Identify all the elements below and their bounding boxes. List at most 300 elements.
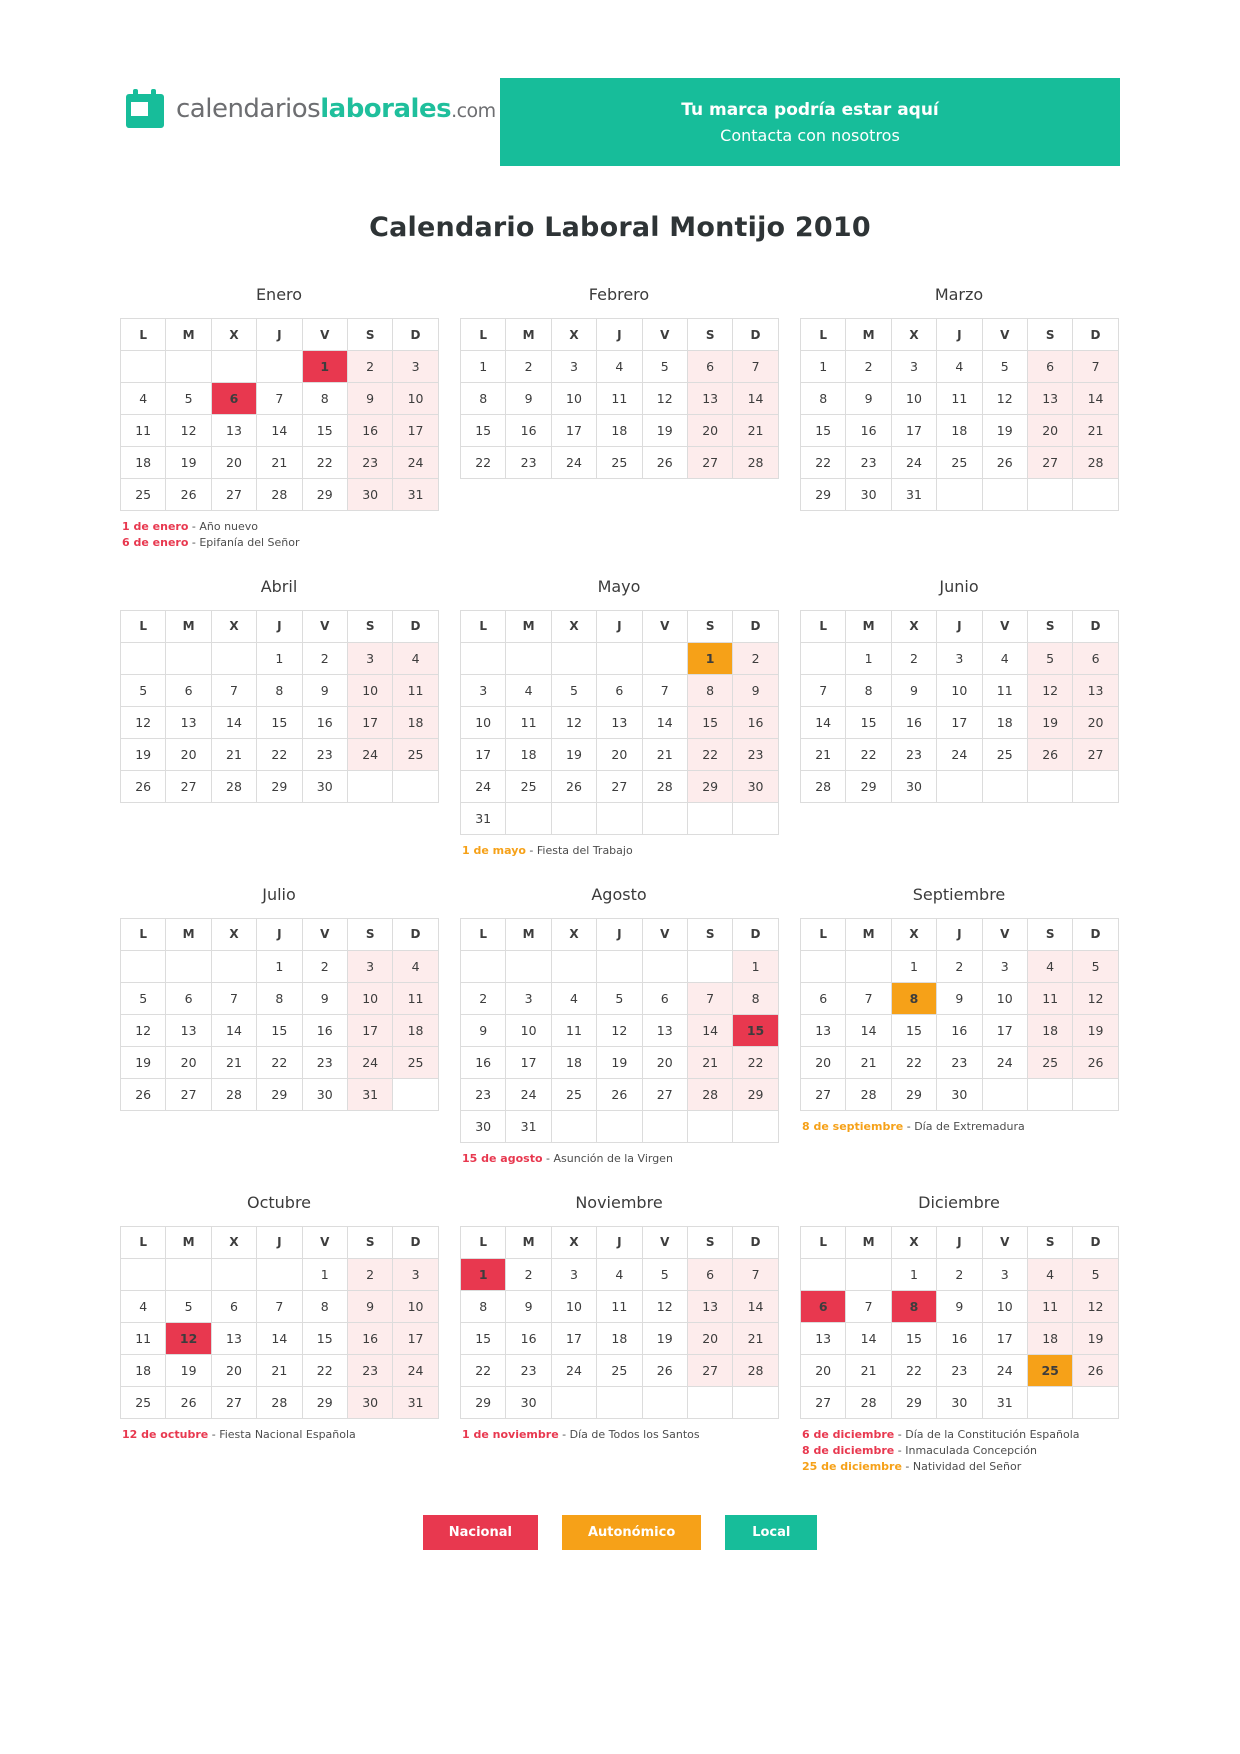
weekend-day-cell[interactable]: 7 [1073,351,1118,383]
day-cell[interactable]: 12 [121,1014,166,1046]
day-cell[interactable]: 16 [302,1014,347,1046]
day-cell[interactable]: 26 [982,447,1027,479]
day-cell[interactable]: 20 [211,447,256,479]
legend-chip-nac[interactable]: Nacional [423,1515,538,1550]
weekend-day-cell[interactable]: 13 [687,383,732,415]
weekend-day-cell[interactable]: 30 [733,770,778,802]
weekend-day-cell[interactable]: 8 [687,674,732,706]
weekend-day-cell[interactable]: 16 [347,415,392,447]
day-cell[interactable]: 2 [937,1258,982,1290]
day-cell[interactable]: 3 [461,674,506,706]
day-cell[interactable]: 10 [506,1014,551,1046]
weekend-day-cell[interactable]: 30 [347,479,392,511]
weekend-day-cell[interactable]: 17 [393,415,438,447]
weekend-day-cell[interactable]: 2 [733,642,778,674]
day-cell[interactable]: 23 [302,738,347,770]
weekend-day-cell[interactable]: 6 [1073,642,1118,674]
day-cell[interactable]: 20 [597,738,642,770]
day-cell[interactable]: 19 [642,1322,687,1354]
day-cell[interactable]: 30 [846,479,891,511]
day-cell[interactable]: 11 [551,1014,596,1046]
day-cell[interactable]: 29 [801,479,846,511]
day-cell[interactable]: 1 [891,950,936,982]
day-cell[interactable]: 16 [846,415,891,447]
day-cell[interactable]: 24 [506,1078,551,1110]
weekend-day-cell[interactable]: 18 [393,706,438,738]
day-cell[interactable]: 16 [937,1322,982,1354]
weekend-day-cell[interactable]: 4 [393,950,438,982]
day-cell[interactable]: 27 [211,479,256,511]
weekend-day-cell[interactable]: 18 [1027,1322,1072,1354]
day-cell[interactable]: 2 [506,351,551,383]
day-cell[interactable]: 29 [302,1386,347,1418]
weekend-day-cell[interactable]: 14 [733,1290,778,1322]
weekend-day-cell[interactable]: 14 [1073,383,1118,415]
weekend-day-cell[interactable]: 29 [687,770,732,802]
day-cell[interactable]: 1 [891,1258,936,1290]
weekend-day-cell[interactable]: 6 [687,1258,732,1290]
day-cell[interactable]: 10 [461,706,506,738]
day-cell[interactable]: 25 [121,479,166,511]
day-cell[interactable]: 22 [257,738,302,770]
day-cell[interactable]: 7 [846,1290,891,1322]
day-cell[interactable]: 5 [121,982,166,1014]
day-cell[interactable]: 20 [801,1046,846,1078]
holiday-day-cell[interactable]: 1 [687,642,732,674]
day-cell[interactable]: 26 [121,1078,166,1110]
day-cell[interactable]: 3 [982,1258,1027,1290]
day-cell[interactable]: 2 [506,1258,551,1290]
weekend-day-cell[interactable]: 12 [1073,982,1118,1014]
day-cell[interactable]: 24 [982,1354,1027,1386]
day-cell[interactable]: 1 [461,351,506,383]
day-cell[interactable]: 12 [982,383,1027,415]
day-cell[interactable]: 31 [891,479,936,511]
weekend-day-cell[interactable]: 14 [687,1014,732,1046]
day-cell[interactable]: 10 [551,383,596,415]
day-cell[interactable]: 16 [461,1046,506,1078]
day-cell[interactable]: 1 [257,642,302,674]
day-cell[interactable]: 4 [597,351,642,383]
day-cell[interactable]: 24 [891,447,936,479]
weekend-day-cell[interactable]: 24 [393,1354,438,1386]
day-cell[interactable]: 18 [982,706,1027,738]
day-cell[interactable]: 27 [597,770,642,802]
day-cell[interactable]: 23 [302,1046,347,1078]
day-cell[interactable]: 9 [937,982,982,1014]
day-cell[interactable]: 11 [937,383,982,415]
day-cell[interactable]: 14 [211,1014,256,1046]
day-cell[interactable]: 11 [506,706,551,738]
day-cell[interactable]: 10 [551,1290,596,1322]
day-cell[interactable]: 4 [506,674,551,706]
day-cell[interactable]: 17 [506,1046,551,1078]
day-cell[interactable]: 15 [302,415,347,447]
day-cell[interactable]: 24 [982,1046,1027,1078]
weekend-day-cell[interactable]: 27 [1027,447,1072,479]
weekend-day-cell[interactable]: 21 [687,1046,732,1078]
day-cell[interactable]: 5 [166,1290,211,1322]
day-cell[interactable]: 15 [801,415,846,447]
day-cell[interactable]: 19 [166,1354,211,1386]
day-cell[interactable]: 9 [891,674,936,706]
weekend-day-cell[interactable]: 5 [1073,1258,1118,1290]
day-cell[interactable]: 30 [461,1110,506,1142]
weekend-day-cell[interactable]: 31 [347,1078,392,1110]
day-cell[interactable]: 11 [121,1322,166,1354]
day-cell[interactable]: 13 [642,1014,687,1046]
legend-chip-aut[interactable]: Autonómico [562,1515,701,1550]
day-cell[interactable]: 20 [801,1354,846,1386]
day-cell[interactable]: 4 [121,1290,166,1322]
day-cell[interactable]: 23 [506,447,551,479]
day-cell[interactable]: 30 [302,770,347,802]
day-cell[interactable]: 3 [551,1258,596,1290]
day-cell[interactable]: 18 [597,1322,642,1354]
day-cell[interactable]: 15 [846,706,891,738]
weekend-day-cell[interactable]: 5 [1027,642,1072,674]
weekend-day-cell[interactable]: 16 [733,706,778,738]
weekend-day-cell[interactable]: 6 [687,351,732,383]
day-cell[interactable]: 6 [642,982,687,1014]
day-cell[interactable]: 16 [506,1322,551,1354]
weekend-day-cell[interactable]: 20 [687,415,732,447]
day-cell[interactable]: 4 [937,351,982,383]
day-cell[interactable]: 7 [257,1290,302,1322]
weekend-day-cell[interactable]: 10 [393,1290,438,1322]
day-cell[interactable]: 23 [891,738,936,770]
day-cell[interactable]: 2 [302,950,347,982]
weekend-day-cell[interactable]: 11 [1027,982,1072,1014]
day-cell[interactable]: 19 [642,415,687,447]
day-cell[interactable]: 14 [846,1322,891,1354]
day-cell[interactable]: 15 [257,706,302,738]
day-cell[interactable]: 24 [461,770,506,802]
day-cell[interactable]: 17 [937,706,982,738]
weekend-day-cell[interactable]: 25 [393,1046,438,1078]
day-cell[interactable]: 9 [302,674,347,706]
day-cell[interactable]: 6 [166,982,211,1014]
weekend-day-cell[interactable]: 20 [687,1322,732,1354]
weekend-day-cell[interactable]: 2 [347,351,392,383]
day-cell[interactable]: 25 [597,447,642,479]
day-cell[interactable]: 29 [257,770,302,802]
day-cell[interactable]: 17 [982,1014,1027,1046]
day-cell[interactable]: 22 [461,1354,506,1386]
day-cell[interactable]: 6 [211,1290,256,1322]
day-cell[interactable]: 20 [166,1046,211,1078]
weekend-day-cell[interactable]: 25 [393,738,438,770]
weekend-day-cell[interactable]: 22 [733,1046,778,1078]
day-cell[interactable]: 13 [801,1014,846,1046]
day-cell[interactable]: 21 [211,1046,256,1078]
day-cell[interactable]: 6 [166,674,211,706]
day-cell[interactable]: 29 [461,1386,506,1418]
day-cell[interactable]: 22 [891,1354,936,1386]
day-cell[interactable]: 21 [642,738,687,770]
day-cell[interactable]: 28 [846,1386,891,1418]
day-cell[interactable]: 11 [597,1290,642,1322]
weekend-day-cell[interactable]: 17 [393,1322,438,1354]
day-cell[interactable]: 21 [257,1354,302,1386]
day-cell[interactable]: 15 [302,1322,347,1354]
day-cell[interactable]: 9 [937,1290,982,1322]
day-cell[interactable]: 20 [211,1354,256,1386]
day-cell[interactable]: 9 [506,1290,551,1322]
day-cell[interactable]: 14 [257,1322,302,1354]
day-cell[interactable]: 1 [801,351,846,383]
weekend-day-cell[interactable]: 15 [687,706,732,738]
day-cell[interactable]: 26 [166,1386,211,1418]
day-cell[interactable]: 8 [846,674,891,706]
holiday-day-cell[interactable]: 25 [1027,1354,1072,1386]
day-cell[interactable]: 8 [461,383,506,415]
day-cell[interactable]: 24 [937,738,982,770]
day-cell[interactable]: 14 [211,706,256,738]
day-cell[interactable]: 23 [461,1078,506,1110]
day-cell[interactable]: 3 [891,351,936,383]
weekend-day-cell[interactable]: 20 [1073,706,1118,738]
day-cell[interactable]: 4 [551,982,596,1014]
weekend-day-cell[interactable]: 16 [347,1322,392,1354]
weekend-day-cell[interactable]: 28 [687,1078,732,1110]
day-cell[interactable]: 3 [506,982,551,1014]
day-cell[interactable]: 21 [211,738,256,770]
day-cell[interactable]: 27 [211,1386,256,1418]
weekend-day-cell[interactable]: 19 [1073,1322,1118,1354]
day-cell[interactable]: 25 [937,447,982,479]
weekend-day-cell[interactable]: 10 [347,982,392,1014]
day-cell[interactable]: 11 [121,415,166,447]
day-cell[interactable]: 20 [642,1046,687,1078]
day-cell[interactable]: 24 [551,447,596,479]
weekend-day-cell[interactable]: 28 [733,447,778,479]
day-cell[interactable]: 20 [166,738,211,770]
weekend-day-cell[interactable]: 14 [733,383,778,415]
weekend-day-cell[interactable]: 13 [1027,383,1072,415]
weekend-day-cell[interactable]: 22 [687,738,732,770]
holiday-day-cell[interactable]: 12 [166,1322,211,1354]
day-cell[interactable]: 5 [121,674,166,706]
day-cell[interactable]: 17 [461,738,506,770]
day-cell[interactable]: 1 [257,950,302,982]
day-cell[interactable]: 1 [302,1258,347,1290]
day-cell[interactable]: 16 [302,706,347,738]
day-cell[interactable]: 12 [597,1014,642,1046]
day-cell[interactable]: 4 [597,1258,642,1290]
day-cell[interactable]: 21 [846,1354,891,1386]
day-cell[interactable]: 13 [211,1322,256,1354]
weekend-day-cell[interactable]: 26 [1073,1354,1118,1386]
day-cell[interactable]: 10 [937,674,982,706]
day-cell[interactable]: 7 [846,982,891,1014]
day-cell[interactable]: 1 [846,642,891,674]
day-cell[interactable]: 29 [891,1386,936,1418]
day-cell[interactable]: 22 [846,738,891,770]
day-cell[interactable]: 27 [166,770,211,802]
day-cell[interactable]: 18 [597,415,642,447]
day-cell[interactable]: 13 [211,415,256,447]
weekend-day-cell[interactable]: 23 [347,1354,392,1386]
weekend-day-cell[interactable]: 9 [347,1290,392,1322]
weekend-day-cell[interactable]: 23 [347,447,392,479]
weekend-day-cell[interactable]: 31 [393,479,438,511]
weekend-day-cell[interactable]: 7 [733,1258,778,1290]
day-cell[interactable]: 7 [211,674,256,706]
day-cell[interactable]: 9 [506,383,551,415]
day-cell[interactable]: 29 [846,770,891,802]
day-cell[interactable]: 31 [506,1110,551,1142]
day-cell[interactable]: 7 [642,674,687,706]
day-cell[interactable]: 12 [166,415,211,447]
day-cell[interactable]: 23 [937,1354,982,1386]
day-cell[interactable]: 18 [551,1046,596,1078]
day-cell[interactable]: 10 [982,982,1027,1014]
day-cell[interactable]: 8 [801,383,846,415]
weekend-day-cell[interactable]: 25 [1027,1046,1072,1078]
day-cell[interactable]: 14 [642,706,687,738]
day-cell[interactable]: 5 [597,982,642,1014]
weekend-day-cell[interactable]: 5 [1073,950,1118,982]
day-cell[interactable]: 28 [846,1078,891,1110]
day-cell[interactable]: 15 [461,415,506,447]
day-cell[interactable]: 19 [121,738,166,770]
weekend-day-cell[interactable]: 26 [1073,1046,1118,1078]
day-cell[interactable]: 2 [846,351,891,383]
day-cell[interactable]: 6 [801,982,846,1014]
day-cell[interactable]: 5 [642,351,687,383]
day-cell[interactable]: 14 [801,706,846,738]
weekend-day-cell[interactable]: 4 [1027,1258,1072,1290]
day-cell[interactable]: 7 [211,982,256,1014]
day-cell[interactable]: 19 [982,415,1027,447]
legend-chip-loc[interactable]: Local [725,1515,817,1550]
weekend-day-cell[interactable]: 9 [347,383,392,415]
day-cell[interactable]: 29 [302,479,347,511]
weekend-day-cell[interactable]: 24 [347,1046,392,1078]
day-cell[interactable]: 6 [597,674,642,706]
day-cell[interactable]: 22 [801,447,846,479]
day-cell[interactable]: 14 [846,1014,891,1046]
weekend-day-cell[interactable]: 10 [347,674,392,706]
day-cell[interactable]: 23 [937,1046,982,1078]
day-cell[interactable]: 18 [121,1354,166,1386]
day-cell[interactable]: 10 [891,383,936,415]
day-cell[interactable]: 22 [302,1354,347,1386]
day-cell[interactable]: 21 [801,738,846,770]
day-cell[interactable]: 22 [461,447,506,479]
day-cell[interactable]: 27 [642,1078,687,1110]
day-cell[interactable]: 12 [121,706,166,738]
site-logo[interactable] [120,88,496,130]
day-cell[interactable]: 18 [121,447,166,479]
day-cell[interactable]: 17 [551,1322,596,1354]
day-cell[interactable]: 25 [597,1354,642,1386]
day-cell[interactable]: 12 [642,383,687,415]
day-cell[interactable]: 5 [982,351,1027,383]
day-cell[interactable]: 19 [166,447,211,479]
day-cell[interactable]: 26 [597,1078,642,1110]
day-cell[interactable]: 26 [166,479,211,511]
day-cell[interactable]: 19 [121,1046,166,1078]
weekend-day-cell[interactable]: 18 [1027,1014,1072,1046]
day-cell[interactable]: 30 [506,1386,551,1418]
day-cell[interactable]: 30 [937,1386,982,1418]
day-cell[interactable]: 27 [166,1078,211,1110]
day-cell[interactable]: 22 [302,447,347,479]
day-cell[interactable]: 28 [257,479,302,511]
day-cell[interactable]: 12 [551,706,596,738]
day-cell[interactable]: 5 [166,383,211,415]
weekend-day-cell[interactable]: 11 [1027,1290,1072,1322]
weekend-day-cell[interactable]: 29 [733,1078,778,1110]
holiday-day-cell[interactable]: 8 [891,982,936,1014]
day-cell[interactable]: 4 [121,383,166,415]
weekend-day-cell[interactable]: 31 [393,1386,438,1418]
day-cell[interactable]: 13 [166,1014,211,1046]
day-cell[interactable]: 8 [302,1290,347,1322]
day-cell[interactable]: 26 [642,447,687,479]
day-cell[interactable]: 3 [551,351,596,383]
day-cell[interactable]: 13 [801,1322,846,1354]
day-cell[interactable]: 30 [302,1078,347,1110]
weekend-day-cell[interactable]: 28 [733,1354,778,1386]
day-cell[interactable]: 8 [257,982,302,1014]
weekend-day-cell[interactable]: 27 [687,1354,732,1386]
day-cell[interactable]: 26 [642,1354,687,1386]
weekend-day-cell[interactable]: 24 [347,738,392,770]
day-cell[interactable]: 13 [166,706,211,738]
day-cell[interactable]: 2 [937,950,982,982]
weekend-day-cell[interactable]: 21 [733,1322,778,1354]
day-cell[interactable]: 29 [891,1078,936,1110]
day-cell[interactable]: 28 [801,770,846,802]
weekend-day-cell[interactable]: 3 [393,1258,438,1290]
day-cell[interactable]: 25 [551,1078,596,1110]
holiday-day-cell[interactable]: 1 [302,351,347,383]
day-cell[interactable]: 28 [642,770,687,802]
day-cell[interactable]: 9 [846,383,891,415]
day-cell[interactable]: 17 [551,415,596,447]
day-cell[interactable]: 11 [597,383,642,415]
day-cell[interactable]: 25 [121,1386,166,1418]
day-cell[interactable]: 8 [461,1290,506,1322]
day-cell[interactable]: 2 [891,642,936,674]
day-cell[interactable]: 30 [937,1078,982,1110]
holiday-day-cell[interactable]: 1 [461,1258,506,1290]
weekend-day-cell[interactable]: 23 [733,738,778,770]
day-cell[interactable]: 27 [801,1386,846,1418]
holiday-day-cell[interactable]: 6 [211,383,256,415]
day-cell[interactable]: 18 [506,738,551,770]
day-cell[interactable]: 5 [551,674,596,706]
day-cell[interactable]: 2 [461,982,506,1014]
weekend-day-cell[interactable]: 11 [393,674,438,706]
day-cell[interactable]: 17 [891,415,936,447]
weekend-day-cell[interactable]: 3 [347,642,392,674]
day-cell[interactable]: 7 [257,383,302,415]
day-cell[interactable]: 28 [257,1386,302,1418]
ad-banner[interactable] [500,78,1120,166]
weekend-day-cell[interactable]: 27 [1073,738,1118,770]
day-cell[interactable]: 11 [982,674,1027,706]
weekend-day-cell[interactable]: 3 [347,950,392,982]
day-cell[interactable]: 30 [891,770,936,802]
day-cell[interactable]: 7 [801,674,846,706]
day-cell[interactable]: 17 [982,1322,1027,1354]
day-cell[interactable]: 22 [257,1046,302,1078]
day-cell[interactable]: 26 [121,770,166,802]
